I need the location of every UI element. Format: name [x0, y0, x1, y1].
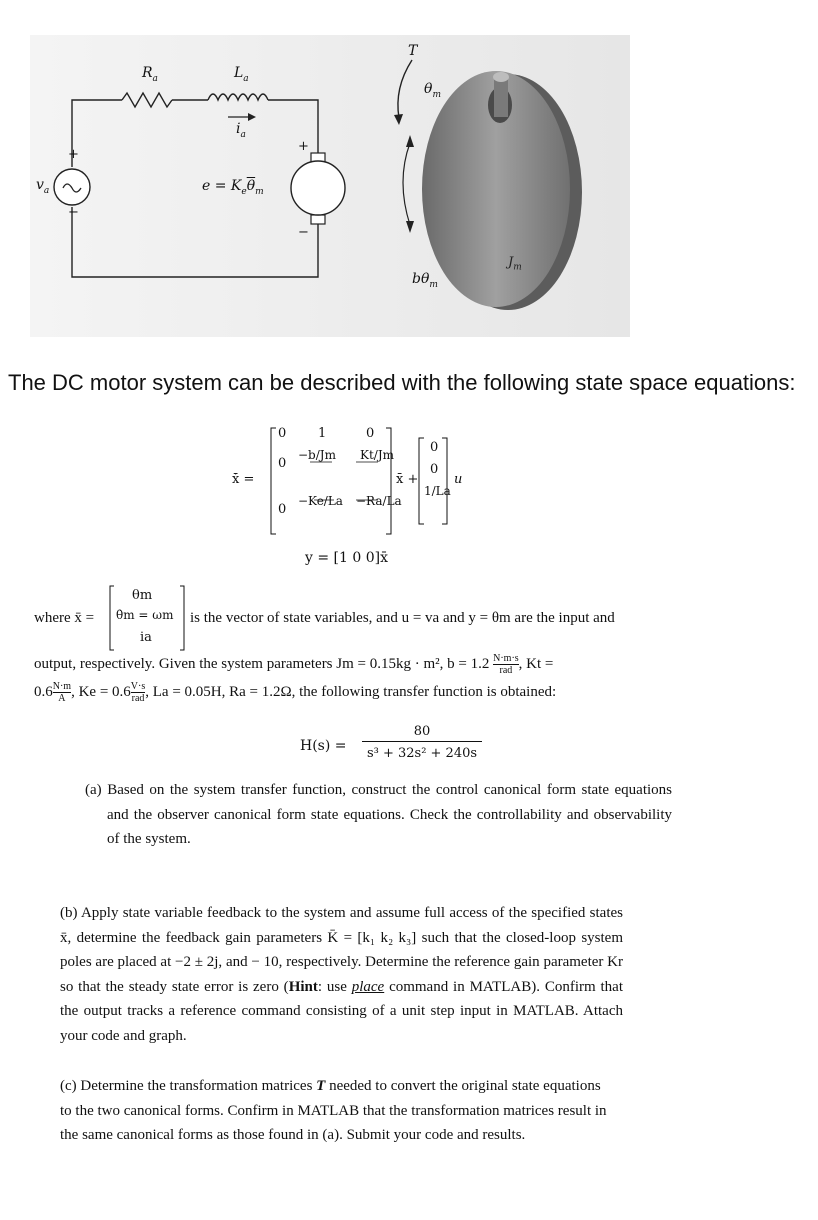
- label-va: $v_a$: [36, 177, 50, 196]
- vec-omega: θ̇m = ωm: [116, 608, 174, 622]
- intro-heading: The DC motor system can be described with the following state space equations:: [8, 370, 796, 395]
- label-theta: $\theta_m$: [424, 81, 441, 100]
- label-friction: $b\theta_m$: [412, 271, 438, 290]
- label-la: $L_a$: [234, 65, 249, 84]
- vec-ia: ia: [140, 630, 152, 645]
- dc-motor-figure: [30, 35, 630, 337]
- motor-minus: −: [298, 225, 309, 240]
- source-minus: −: [68, 205, 79, 220]
- part-a: (a) Based on the system transfer function, construct the control canonical form state equations and the observer canonical form state equations. Check the controllability and observability of the system.: [85, 782, 673, 847]
- dc-motor-diagram: [30, 35, 630, 337]
- A-23: Kt/Jm: [360, 448, 395, 462]
- motor-plus: +: [298, 139, 309, 154]
- label-ra: $R_a$: [142, 65, 158, 84]
- unit-ke: V·s rad: [130, 681, 146, 705]
- part-c-label: (c): [60, 1078, 77, 1094]
- tf-lhs: H(s) =: [300, 738, 347, 754]
- B-1: 0: [430, 440, 439, 455]
- A-33: −Ra/La: [356, 494, 402, 508]
- tf-numerator: 80: [362, 724, 482, 742]
- unit-b: N·m·s rad: [493, 653, 519, 677]
- label-back-emf: $e = K_e\overline{\theta}_m$: [202, 178, 264, 197]
- params-line-2: 0.6 $\frac{N\cdot m}{A}$ , Ke = 0.6 V·s rad , La = 0.05H, Ra = 1.2Ω, the following transfer function is obtained:: [34, 681, 557, 705]
- A-32: −Ke/La: [298, 494, 343, 508]
- where-suffix: is the vector of state variables, and u = va and y = θm are the input and: [190, 610, 615, 626]
- part-b-label: (b): [60, 905, 78, 921]
- A-31: 0: [278, 502, 287, 517]
- A-11: 0: [278, 426, 287, 441]
- part-b: (b) Apply state variable feedback to the system and assume full access of the specified states x̄, determine the feedback gain parameters K̄ = [k₁ k₂ k₃] such that the closed-loop system poles are placed at −2 ± 2j, and − 10, respectively. Determine the reference gain parameter Kr so that the steady state error is zero (Hint: use place command in MATLAB). Confirm that the output tracks a reference command consisting of a unit step input in MATLAB. Attach your code and graph.: [60, 905, 623, 1044]
- params-line-1: output, respectively. Given the system parameters Jm = 0.15kg · m², b = 1.2 N·m·s rad , Kt =: [34, 653, 554, 677]
- A-22: −b/Jm: [298, 448, 336, 462]
- state-matrix-brackets: [268, 426, 498, 538]
- vec-theta: θm: [132, 588, 153, 603]
- output-equation: y = [1 0 0]x̄: [305, 550, 388, 566]
- where-prefix: where x̄ =: [34, 610, 95, 626]
- unit-kt: $\frac{N\cdot m}{A}$: [52, 681, 72, 705]
- A-13: 0: [366, 426, 375, 441]
- A-12: 1: [318, 426, 327, 441]
- input-u: u: [454, 472, 463, 487]
- B-2: 0: [430, 462, 439, 477]
- label-ia: $i_a$: [236, 121, 246, 140]
- state-eq-lhs: x̄̇ =: [232, 472, 255, 487]
- times-x: x̄ +: [396, 472, 419, 487]
- tf-denominator: s³ + 32s² + 240s: [366, 746, 478, 761]
- B-3: 1/La: [424, 484, 451, 498]
- inertia-disk: [422, 71, 582, 310]
- source-plus: +: [68, 147, 79, 162]
- part-c: (c) Determine the transformation matrices T needed to convert the original state equations to the two canonical forms. Confirm in MATLAB that the transformation matrices result in the same canonical forms as those found in (a). Submit your code and results.: [60, 1078, 607, 1143]
- label-inertia: $J_m$: [508, 255, 522, 273]
- A-21: 0: [278, 456, 287, 471]
- motor: [291, 161, 345, 215]
- label-torque: T: [408, 43, 418, 59]
- part-a-label: (a): [85, 782, 102, 798]
